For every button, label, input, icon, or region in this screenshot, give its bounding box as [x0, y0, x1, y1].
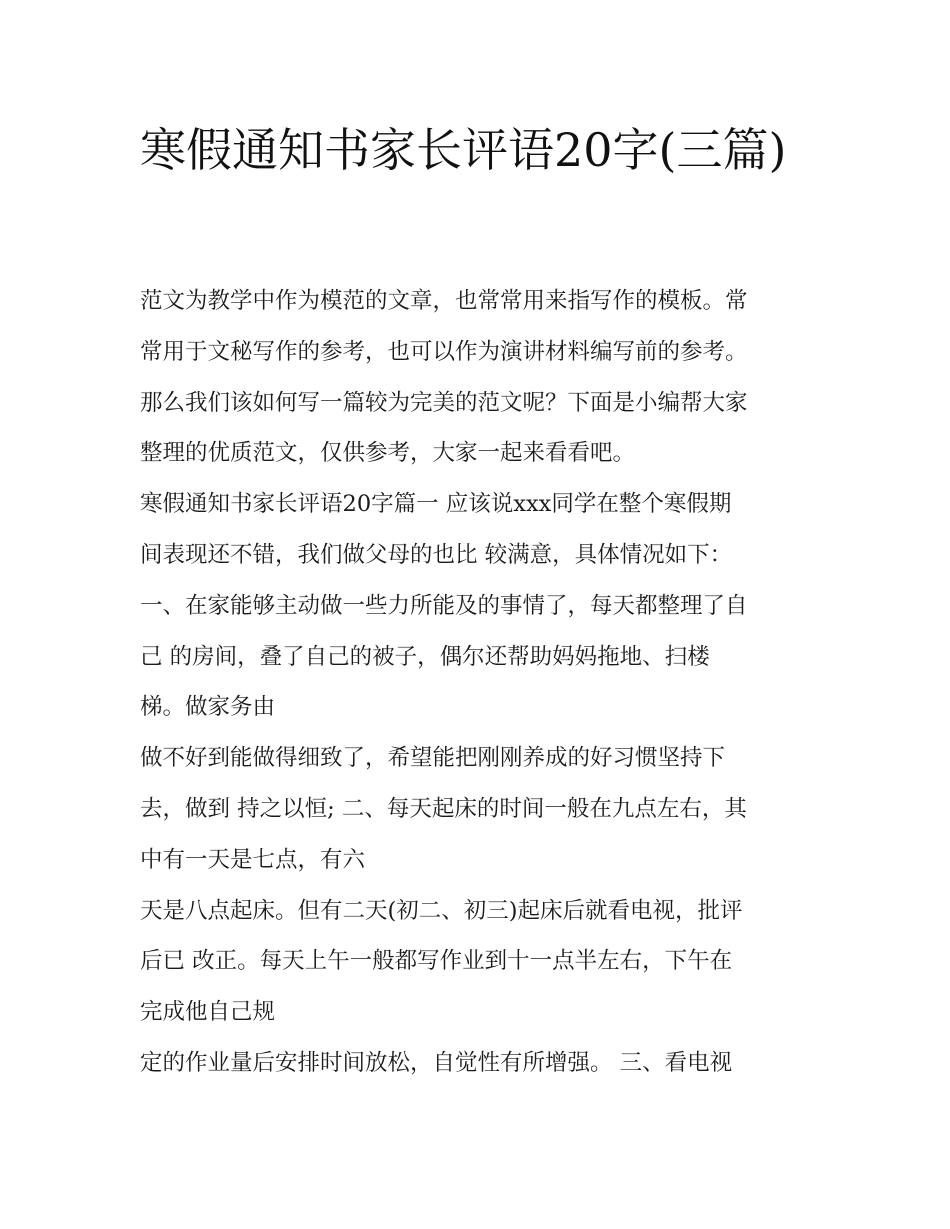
body-line: 梯。做家务由 — [140, 694, 276, 721]
body-line: 范文为教学中作为模范的文章，也常常用来指写作的模板。常 — [140, 288, 748, 314]
body-line: 寒假通知书家长评语20字篇一 应该说xxx同学在整个寒假期 — [140, 491, 732, 518]
body-line: 天是八点起床。但有二天(初二、初三)起床后就看电视，批评 — [140, 897, 743, 924]
body-line: 一、在家能够主动做一些力所能及的事情了，每天都整理了自 — [140, 592, 748, 619]
body-line: 完成他自己规 — [140, 999, 276, 1026]
body-line: 间表现还不错，我们做父母的也比 较满意，具体情况如下： — [140, 541, 733, 568]
document-body — [140, 280, 830, 1093]
body-line: 那么我们该如何写一篇较为完美的范文呢？下面是小编帮大家 — [140, 389, 748, 416]
document-title: 寒假通知书家长评语20字(三篇) — [140, 123, 787, 177]
body-line: 后已 改正。每天上午一般都写作业到十一点半左右，下午在 — [140, 948, 733, 975]
body-line: 定的作业量后安排时间放松，自觉性有所增强。 三、看电视 — [140, 1049, 733, 1076]
body-line: 常用于文秘写作的参考，也可以作为演讲材料编写前的参考。 — [140, 338, 748, 365]
body-line: 己 的房间，叠了自己的被子，偶尔还帮助妈妈拖地、扫楼 — [140, 643, 710, 670]
body-line: 去，做到 持之以恒; 二、每天起床的时间一般在九点左右，其 — [140, 795, 747, 822]
body-line: 做不好到能做得细致了，希望能把刚刚养成的好习惯坚持下 — [140, 745, 726, 772]
body-line: 整理的优质范文，仅供参考，大家一起来看看吧。 — [140, 440, 636, 467]
body-line: 中有一天是七点，有六 — [140, 846, 366, 873]
